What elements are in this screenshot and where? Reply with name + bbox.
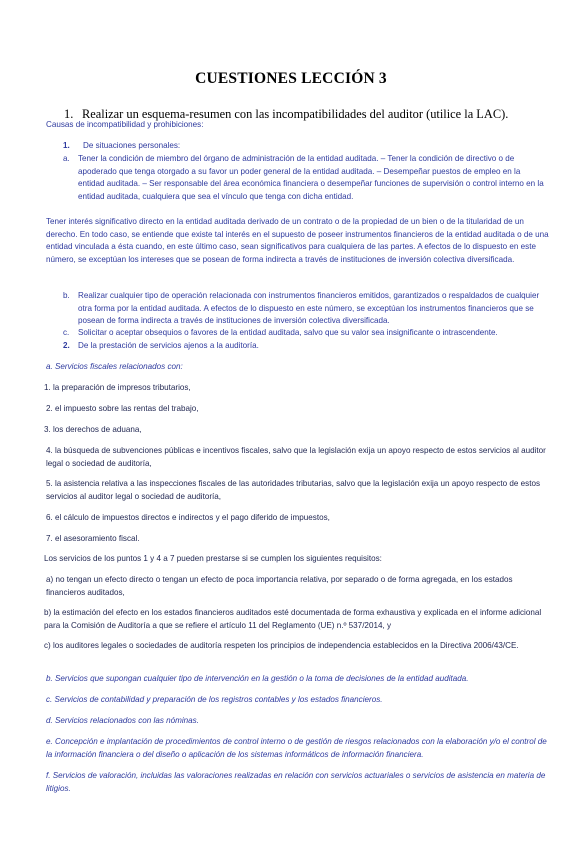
requirement-b: b) la estimación del efecto en los estados financieros auditados esté documentada de forma exhaustiva y explicada en el informe adicional para la Comisión de Auditoría a que se refiere el artículo 11 del Reglamento (UE) n.º 537/2014, y [44,608,542,630]
cause-item-2-label: 2. [63,341,70,350]
cause-item-a-text: Tener la condición de miembro del órgano de administración de la entidad auditada. – Tener la condición de directivo o de apoderado que tenga otorgado a su favor un poder general de la entidad auditada. – Desempeñar puestos de empleo en la entidad auditada. – Ser responsable del área económica financiera o desempeñar funciones de supervisión o control interno en la entidad auditada, cualquiera que sea el vínculo que tenga con dicha entidad. [78,154,544,201]
fiscal-service-1: 1. la preparación de impresos tributarios, [44,383,191,392]
cause-item-2-text: De la prestación de servicios ajenos a la auditoría. [78,341,259,350]
cause-item-c [63,327,547,340]
cause-item-a-label: a. [63,154,70,163]
requirements-intro: Los servicios de los puntos 1 y 4 a 7 pueden prestarse si se cumplen los siguientes requisitos: [44,554,382,563]
requirement-c: c) los auditores legales o sociedades de auditoría respeten los principios de independencia establecidos en la Directiva 2006/43/CE. [44,641,519,650]
service-e: e. Concepción e implantación de procedimientos de control interno o de gestión de riesgos relacionados con la elaboración y/o el control de la información financiera o del diseño o aplicación de los sistemas informáticos de información financiera. [46,737,547,759]
cause-item-c-text: Solicitar o aceptar obsequios o favores de la entidad auditada, salvo que su valor sea insignificante o intrascendente. [78,328,498,337]
service-b: b. Servicios que supongan cualquier tipo de intervención en la gestión o la toma de decisiones de la entidad auditada. [46,674,469,683]
causes-heading: Causas de incompatibilidad y prohibiciones: [46,120,204,129]
page-title: CUESTIONES LECCIÓN 3 [195,70,387,87]
cause-item-1-text: De situaciones personales: [83,141,181,150]
fiscal-service-7: 7. el asesoramiento fiscal. [46,534,140,543]
fiscal-services-heading: a. Servicios fiscales relacionados con: [46,362,183,371]
question-text: Realizar un esquema-resumen con las incompatibilidades del auditor (utilice la LAC). [82,107,509,121]
cause-item-a [63,153,547,209]
question-number: 1. [64,107,74,121]
cause-item-1-label: 1. [63,141,70,150]
service-c: c. Servicios de contabilidad y preparación de los registros contables y los estados financieros. [46,695,383,704]
cause-item-1 [63,140,543,153]
fiscal-service-6: 6. el cálculo de impuestos directos e indirectos y el pago diferido de impuestos, [46,513,330,522]
interest-paragraph: Tener interés significativo directo en la entidad auditada derivado de un contrato o de la propiedad de un bien o de la titularidad de un derecho. En todo caso, se entiende que existe tal interés en el supuesto de poseer instrumentos financieros de la entidad auditada o de una entidad vinculada a ésta cuando, en este último caso, sean significativos para cualquiera de las partes. A efectos de lo dispuesto en este número, se exceptúan los intereses que se posean de forma indirecta a través de instituciones de inversión colectiva diversificada. [46,217,549,264]
cause-item-b [63,290,547,330]
fiscal-service-4: 4. la búsqueda de subvenciones públicas e incentivos fiscales, salvo que la legislación exija un apoyo respecto de estos servicios al auditor legal o sociedad de auditoría, [46,446,546,468]
service-d: d. Servicios relacionados con las nóminas. [46,716,199,725]
cause-item-b-text: Realizar cualquier tipo de operación relacionada con instrumentos financieros emitidos, garantizados o respaldados de cualquier otra forma por la entidad auditada. A efectos de lo dispuesto en este número, se exceptúan los instrumentos financieros que se posean de forma indirecta a través de instituciones de inversión colectiva diversificada. [78,291,540,326]
fiscal-service-3: 3. los derechos de aduana, [44,425,142,434]
service-f: f. Servicios de valoración, incluidas las valoraciones realizadas en relación con servicios actuariales o servicios de asistencia en materia de litigios. [46,771,546,793]
fiscal-service-2: 2. el impuesto sobre las rentas del trabajo, [46,404,199,413]
requirement-a: a) no tengan un efecto directo o tengan un efecto de poca importancia relativa, por separado o de forma agregada, en los estados financieros auditados, [46,575,513,597]
cause-item-2 [63,340,547,353]
cause-item-b-label: b. [63,291,70,300]
fiscal-service-5: 5. la asistencia relativa a las inspecciones fiscales de las autoridades tributarias, salvo que la legislación exija un apoyo respecto de estos servicios al auditor legal o sociedad de auditoría, [46,479,540,501]
cause-item-c-label: c. [63,328,70,337]
